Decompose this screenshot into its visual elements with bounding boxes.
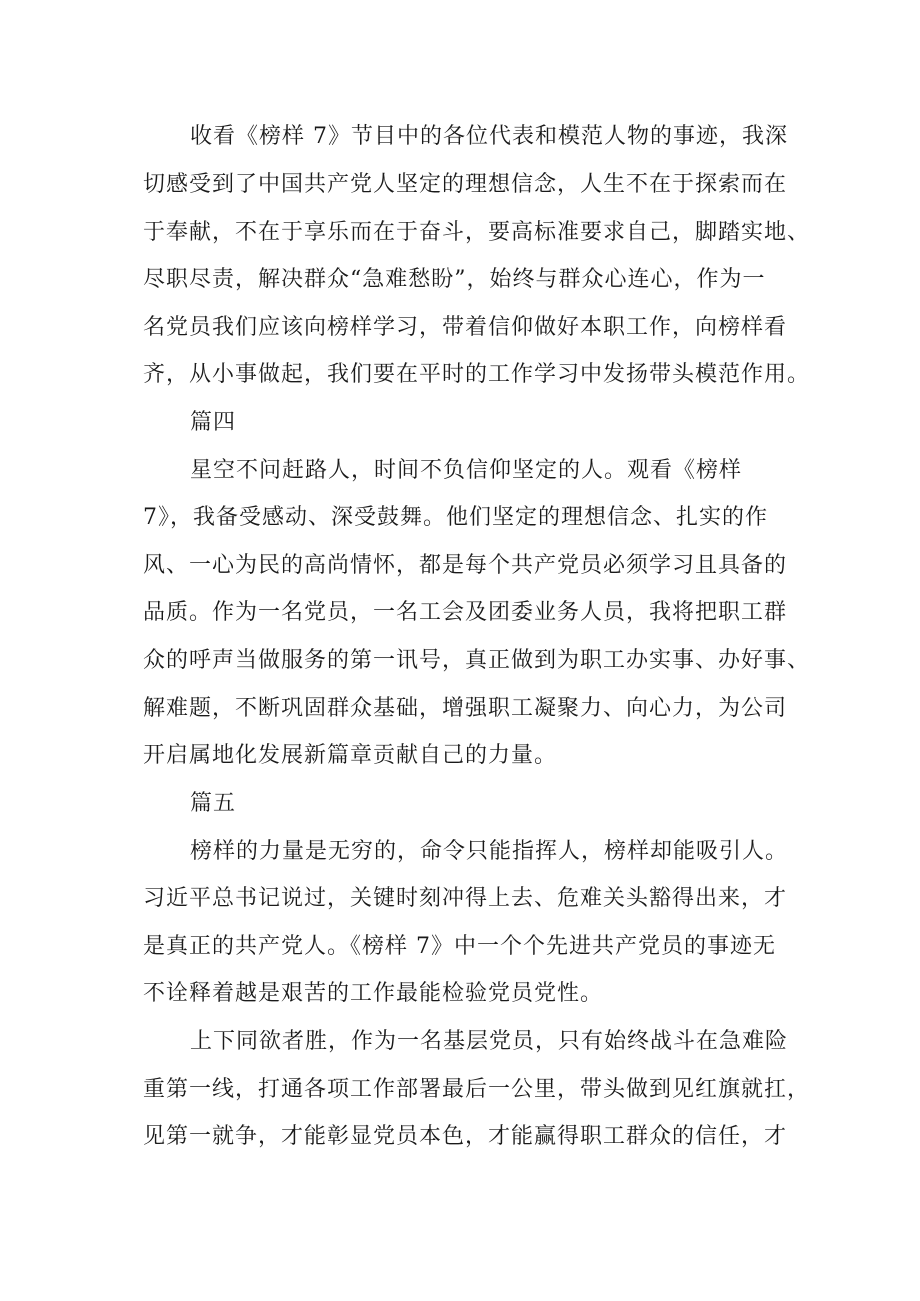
paragraph-line: 见第一就争，才能彰显党员本色，才能赢得职工群众的信任，才 — [143, 1124, 788, 1149]
paragraph-line: 习近平总书记说过，关键时刻冲得上去、危难关头豁得出来，才 — [143, 886, 788, 911]
paragraph-line: 不诠释着越是艰苦的工作最能检验党员党性。 — [143, 981, 604, 1006]
paragraph-line: 解难题，不断巩固群众基础，增强职工凝聚力、向心力，为公司 — [143, 696, 788, 721]
paragraph-line: 重第一线，打通各项工作部署最后一公里，带头做到见红旗就扛， — [143, 1077, 811, 1102]
paragraph-line: 上下同欲者胜，作为一名基层党员，只有始终战斗在急难险 — [190, 1029, 789, 1054]
paragraph-line: 尽职尽责，解决群众“急难愁盼”，始终与群众心连心，作为一 — [143, 267, 766, 292]
paragraph-line: 开启属地化发展新篇章贡献自己的力量。 — [143, 743, 558, 768]
paragraph-line: 7》，我备受感动、深受鼓舞。他们坚定的理想信念、扎实的作 — [143, 505, 768, 530]
section-heading: 篇四 — [190, 410, 237, 435]
paragraph-line: 风、一心为民的高尚情怀，都是每个共产党员必须学习且具备的 — [143, 553, 788, 578]
paragraph-line: 榜样的力量是无穷的，命令只能指挥人，榜样却能吸引人。 — [190, 839, 789, 864]
paragraph-line: 名党员我们应该向榜样学习，带着信仰做好本职工作，向榜样看 — [143, 315, 788, 340]
paragraph-line: 品质。作为一名党员，一名工会及团委业务人员，我将把职工群 — [143, 600, 788, 625]
paragraph-line: 齐，从小事做起，我们要在平时的工作学习中发扬带头模范作用。 — [143, 362, 811, 387]
paragraph-line: 星空不问赶路人，时间不负信仰坚定的人。观看《榜样 — [190, 458, 743, 483]
paragraph-line: 众的呼声当做服务的第一讯号，真正做到为职工办实事、办好事、 — [143, 648, 811, 673]
paragraph-line: 切感受到了中国共产党人坚定的理想信念，人生不在于探索而在 — [143, 172, 788, 197]
paragraph-line: 收看《榜样 7》节目中的各位代表和模范人物的事迹，我深 — [190, 124, 788, 149]
paragraph-line: 于奉献，不在于享乐而在于奋斗，要高标准要求自己，脚踏实地、 — [143, 220, 811, 245]
section-heading: 篇五 — [190, 791, 237, 816]
paragraph-line: 是真正的共产党人。《榜样 7》中一个个先进共产党员的事迹无 — [143, 934, 776, 959]
